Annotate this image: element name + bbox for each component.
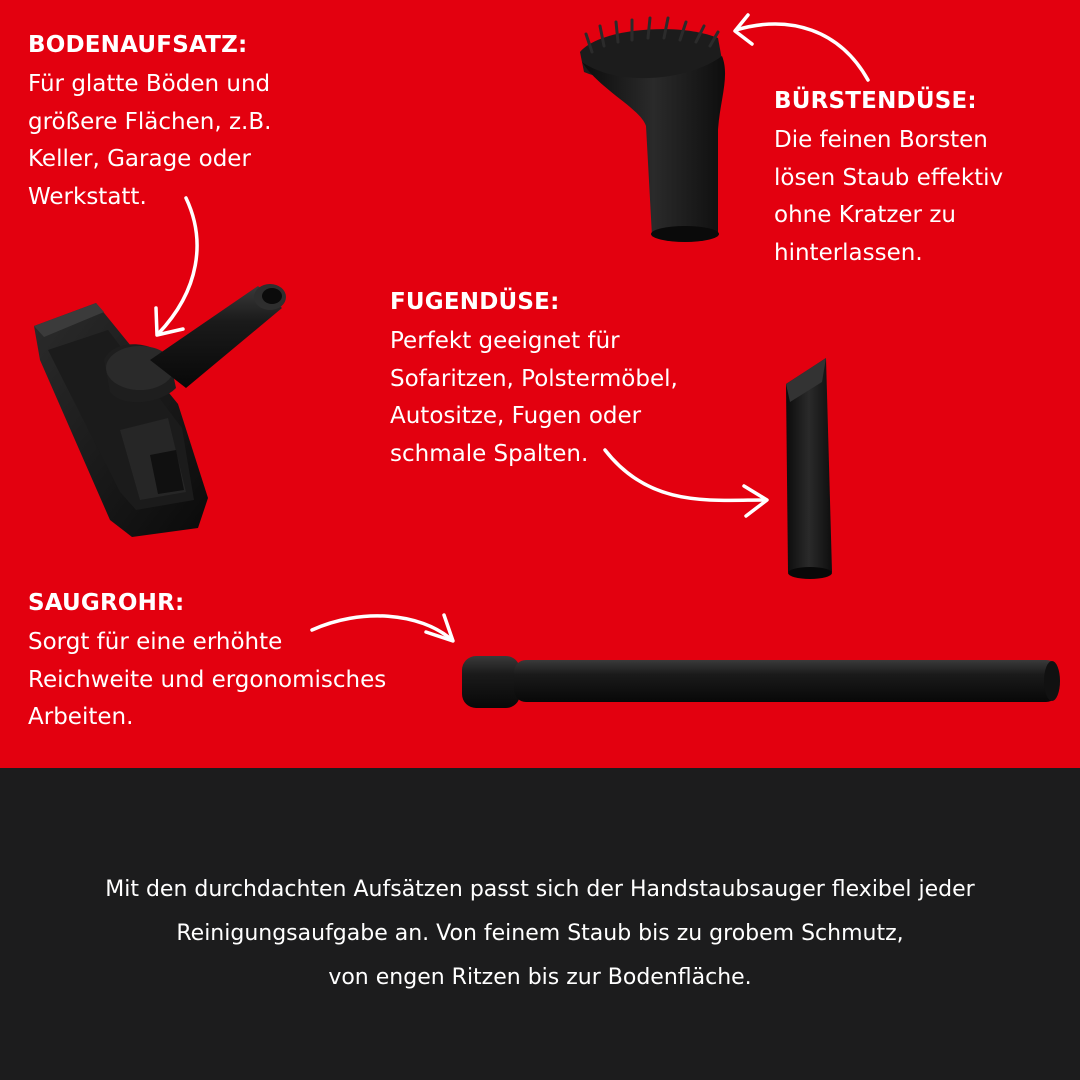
fugenduese-block	[390, 287, 678, 473]
bodenaufsatz-line: Keller, Garage oder	[28, 146, 251, 172]
fugenduese-line: Perfekt geeignet für	[390, 328, 620, 354]
saugrohr-block	[28, 588, 386, 737]
buerstenduese-block	[774, 86, 1003, 272]
fugenduese-title: FUGENDÜSE:	[390, 289, 560, 315]
crevice-nozzle-icon	[786, 358, 832, 579]
footer-line: Mit den durchdachten Aufsätzen passt sich der Handstaubsauger flexibel jeder	[105, 877, 975, 902]
footer-line: Reinigungsaufgabe an. Von feinem Staub bis zu grobem Schmutz,	[176, 921, 904, 946]
buerstenduese-line: ohne Kratzer zu	[774, 202, 956, 228]
saugrohr-line: Sorgt für eine erhöhte	[28, 629, 283, 655]
bodenaufsatz-line: größere Flächen, z.B.	[28, 108, 272, 135]
bodenaufsatz-line: Werkstatt.	[28, 183, 147, 210]
bodenaufsatz-title: BODENAUFSATZ:	[28, 32, 248, 58]
brush-nozzle-icon	[580, 18, 725, 242]
bodenaufsatz-block	[28, 30, 271, 216]
buerstenduese-line: lösen Staub effektiv	[774, 164, 1004, 191]
saugrohr-title: SAUGROHR:	[28, 590, 185, 616]
buerstenduese-title: BÜRSTENDÜSE:	[774, 88, 977, 114]
saugrohr-line: Reichweite und ergonomisches	[28, 666, 387, 693]
arrow-icon	[735, 15, 868, 80]
bodenaufsatz-line: Für glatte Böden und	[28, 71, 271, 97]
footer-description	[0, 868, 1080, 1000]
buerstenduese-line: hinterlassen.	[774, 239, 923, 266]
suction-tube-icon	[462, 656, 1060, 708]
buerstenduese-line: Die feinen Borsten	[774, 127, 988, 153]
saugrohr-line: Arbeiten.	[28, 704, 134, 730]
floor-nozzle-icon	[34, 284, 286, 537]
arrow-icon	[156, 198, 197, 335]
fugenduese-line: schmale Spalten.	[390, 440, 589, 467]
fugenduese-line: Sofaritzen, Polstermöbel,	[390, 365, 678, 392]
fugenduese-line: Autositze, Fugen oder	[390, 403, 642, 429]
footer-line: von engen Ritzen bis zur Bodenfläche.	[328, 965, 752, 990]
